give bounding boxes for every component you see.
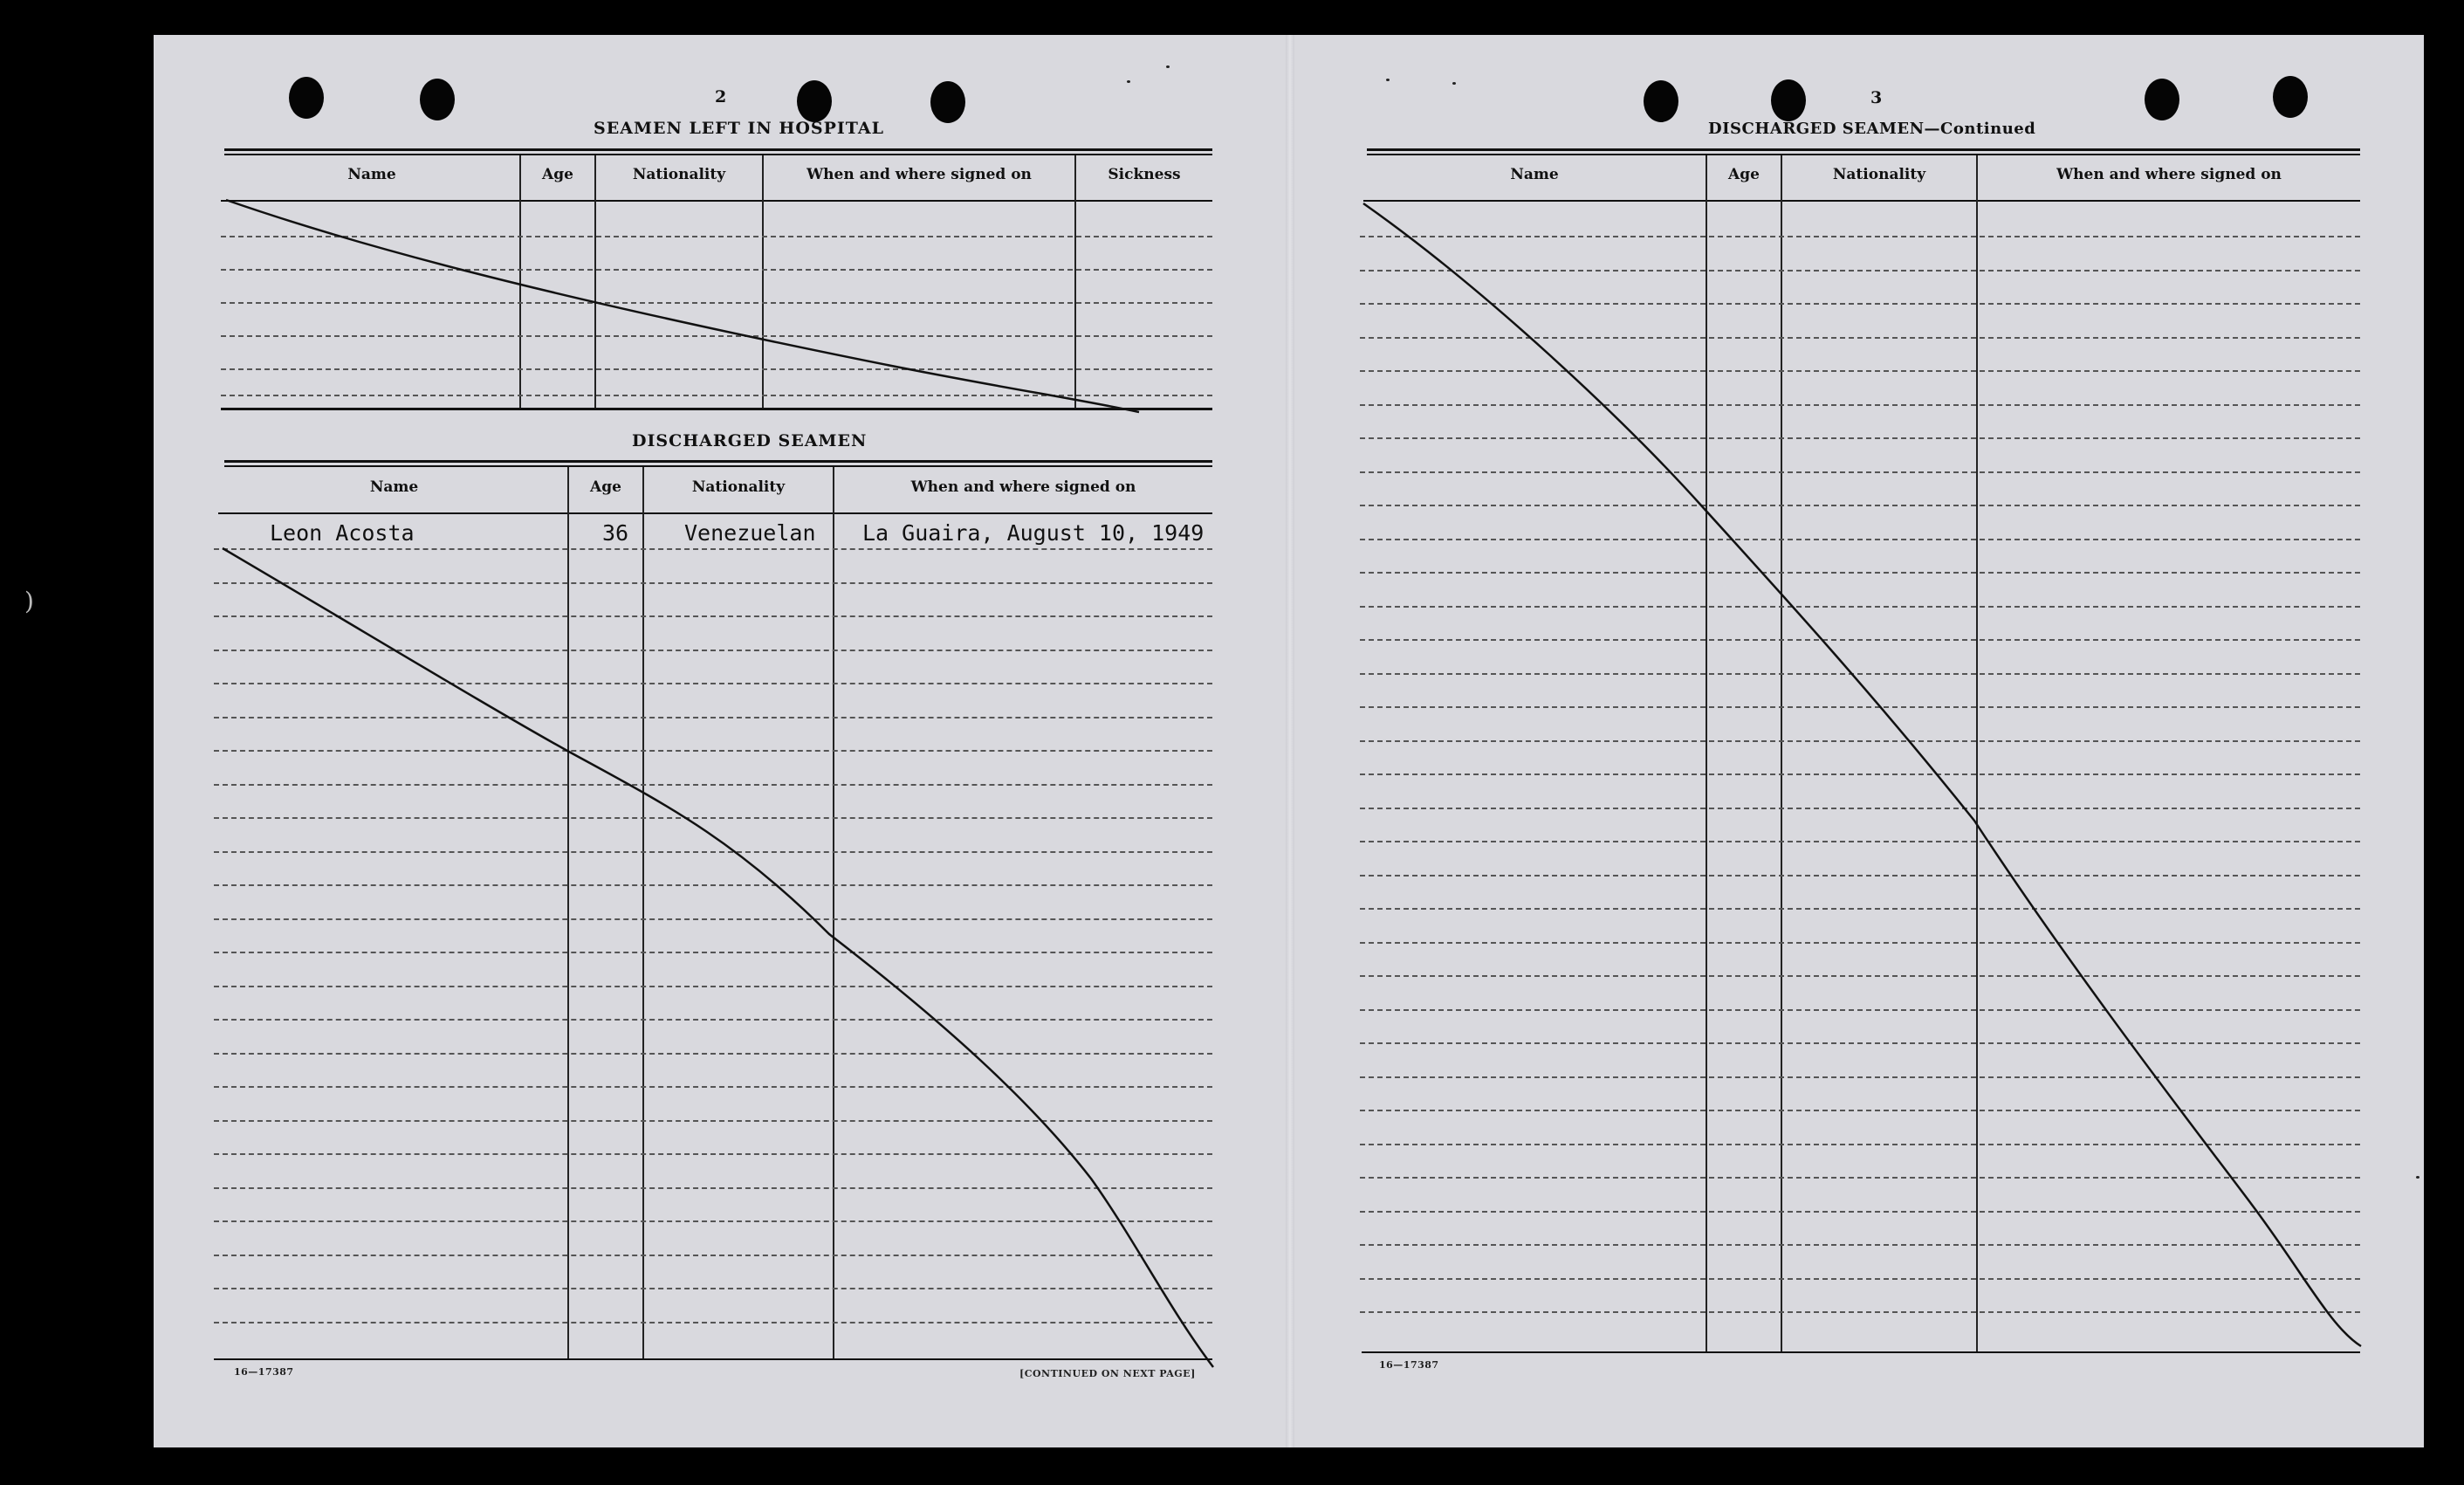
hospital-row-line [221, 302, 1212, 304]
hospital-row-line [221, 236, 1212, 237]
row-line [214, 784, 1212, 786]
right-table-top-rule [1367, 148, 2360, 151]
row-line [1360, 1311, 2360, 1313]
punch-hole [2273, 76, 2308, 118]
hospital-row-line [221, 269, 1212, 271]
discharged-table-top-rule-2 [224, 465, 1212, 467]
row-line [1360, 673, 2360, 675]
right-table-bottom-rule [1362, 1351, 2360, 1353]
seaman-nationality: Venezuelan [684, 520, 816, 546]
hospital-row-line [221, 395, 1212, 396]
row-line [1360, 1177, 2360, 1179]
right-page-number: 3 [1870, 88, 1883, 107]
hospital-col-nationality: Nationality [632, 166, 726, 183]
punch-hole [1644, 80, 1678, 122]
row-line [214, 1255, 1212, 1256]
row-line [1360, 303, 2360, 305]
row-line [1360, 337, 2360, 339]
hospital-col-age: Age [542, 166, 573, 183]
row-line [214, 750, 1212, 752]
row-line [1360, 437, 2360, 439]
right-table-top-rule-2 [1367, 154, 2360, 155]
right-section-title: DISCHARGED SEAMEN—Continued [1708, 120, 2036, 138]
right-col-name: Name [1510, 166, 1559, 183]
row-line [1360, 706, 2360, 708]
row-line [214, 683, 1212, 684]
row-line [214, 717, 1212, 718]
row-line [1360, 1042, 2360, 1044]
hospital-table-bottom-rule [221, 408, 1212, 410]
discharged-divider [833, 467, 834, 1358]
row-line [214, 615, 1212, 617]
right-col-nationality: Nationality [1832, 166, 1926, 183]
discharged-divider [567, 467, 569, 1358]
hospital-table-top-rule-2 [224, 154, 1212, 155]
right-header-rule [1363, 200, 2360, 202]
row-line [1360, 1244, 2360, 1246]
row-line [1360, 942, 2360, 944]
punch-hole [289, 77, 324, 119]
row-line [1360, 539, 2360, 540]
discharged-table-bottom-rule [214, 1358, 1212, 1360]
row-line [214, 582, 1212, 584]
row-line [1360, 270, 2360, 272]
row-line [1360, 875, 2360, 877]
hospital-divider [594, 155, 596, 409]
edge-mark: ) [24, 587, 34, 615]
row-line [1360, 841, 2360, 842]
hospital-divider [762, 155, 764, 409]
seaman-name: Leon Acosta [270, 520, 415, 546]
hospital-col-sickness: Sickness [1108, 166, 1181, 183]
discharged-col-signed-on: When and where signed on [910, 478, 1136, 496]
dust-speck [2416, 1176, 2419, 1179]
row-line [214, 548, 1212, 550]
row-line [214, 952, 1212, 953]
hospital-divider [1074, 155, 1076, 409]
seaman-signed-on: La Guaira, August 10, 1949 [862, 520, 1205, 546]
row-line [1360, 1009, 2360, 1011]
row-line [214, 1120, 1212, 1122]
row-line [1360, 908, 2360, 910]
row-line [1360, 471, 2360, 473]
row-line [1360, 773, 2360, 775]
row-line [214, 851, 1212, 853]
dust-speck [1452, 82, 1456, 85]
hospital-table-top-rule [224, 148, 1212, 151]
discharged-col-nationality: Nationality [691, 478, 786, 496]
row-line [214, 650, 1212, 651]
row-line [1360, 740, 2360, 742]
row-line [1360, 404, 2360, 406]
row-line [1360, 572, 2360, 574]
row-line [214, 884, 1212, 886]
row-line [214, 1086, 1212, 1088]
hospital-row-line [221, 335, 1212, 337]
row-line [1360, 808, 2360, 809]
discharged-divider [642, 467, 644, 1358]
dust-speck [1127, 80, 1130, 83]
punch-hole [1771, 79, 1806, 121]
row-line [1360, 606, 2360, 608]
right-divider [1706, 155, 1707, 1351]
row-line [214, 1019, 1212, 1021]
punch-hole [2145, 79, 2179, 120]
row-line [214, 1153, 1212, 1155]
continued-note: [CONTINUED ON NEXT PAGE] [1019, 1368, 1196, 1379]
row-line [214, 986, 1212, 987]
row-line [1360, 1144, 2360, 1145]
right-col-signed-on: When and where signed on [2056, 166, 2282, 183]
left-page-number: 2 [715, 87, 727, 107]
row-line [1360, 236, 2360, 237]
row-line [214, 1322, 1212, 1323]
hospital-row-line [221, 368, 1212, 370]
dust-speck [1386, 79, 1390, 81]
right-divider [1976, 155, 1978, 1351]
right-divider [1781, 155, 1782, 1351]
hospital-col-signed-on: When and where signed on [806, 166, 1032, 183]
left-form-number: 16—17387 [234, 1366, 294, 1378]
row-line [214, 1220, 1212, 1222]
row-line [1360, 1110, 2360, 1111]
row-line [1360, 370, 2360, 372]
punch-hole [797, 80, 832, 122]
punch-hole [420, 79, 455, 120]
right-form-number: 16—17387 [1379, 1359, 1439, 1371]
page-fold [1286, 35, 1294, 1447]
dust-speck [1166, 65, 1170, 68]
discharged-header-rule [218, 512, 1212, 514]
row-line [214, 1053, 1212, 1055]
row-line [214, 1288, 1212, 1289]
discharged-section-title: DISCHARGED SEAMEN [632, 431, 868, 450]
seaman-age: 36 [602, 520, 629, 546]
row-line [1360, 505, 2360, 506]
hospital-section-title: SEAMEN LEFT IN HOSPITAL [594, 119, 884, 138]
discharged-table-top-rule [224, 460, 1212, 463]
row-line [1360, 639, 2360, 641]
row-line [214, 817, 1212, 819]
hospital-divider [519, 155, 521, 409]
discharged-col-name: Name [369, 478, 419, 496]
row-line [1360, 1278, 2360, 1280]
row-line [1360, 1076, 2360, 1078]
row-line [1360, 1211, 2360, 1213]
discharged-col-age: Age [590, 478, 621, 496]
row-line [1360, 975, 2360, 977]
right-col-age: Age [1728, 166, 1760, 183]
punch-hole [930, 81, 965, 123]
row-line [214, 918, 1212, 920]
hospital-header-rule [221, 200, 1212, 202]
row-line [214, 1187, 1212, 1189]
hospital-col-name: Name [347, 166, 396, 183]
